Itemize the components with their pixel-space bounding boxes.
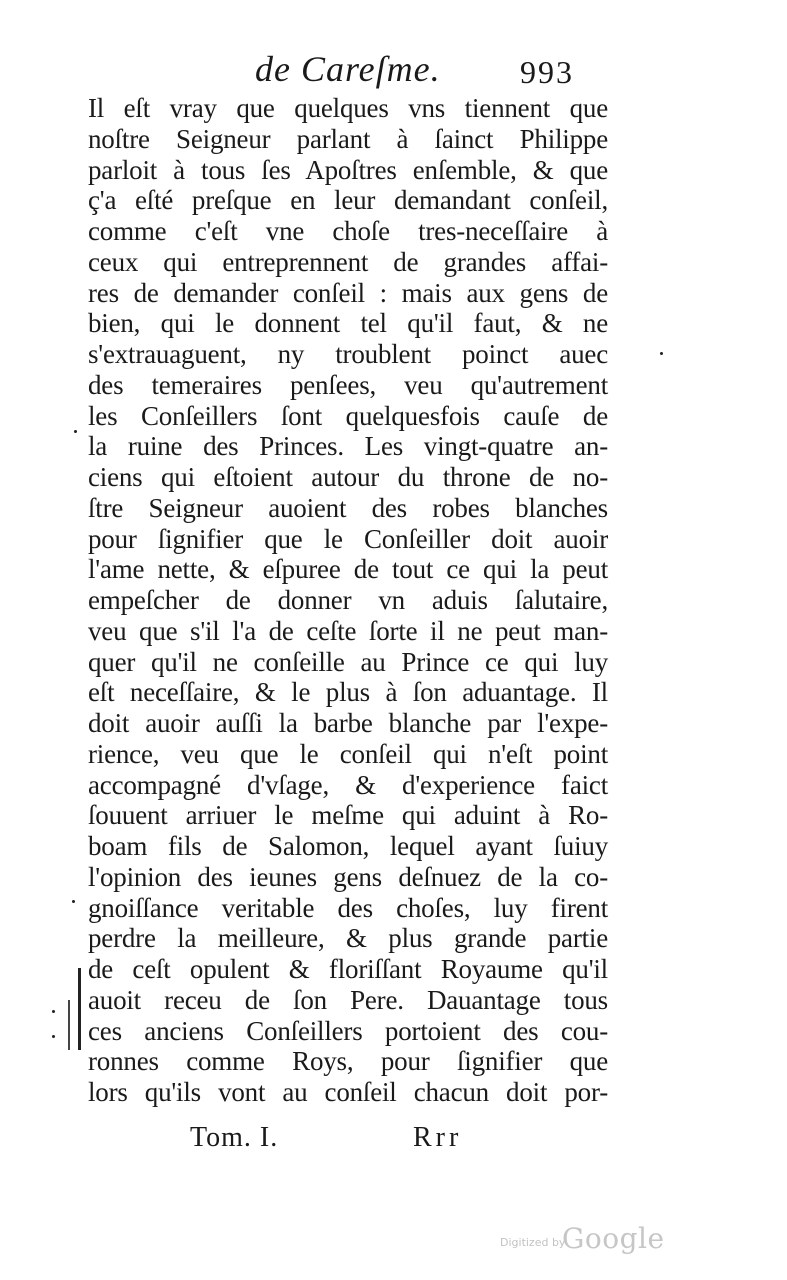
ink-speck: [52, 1035, 55, 1038]
text-line: parloit à tous ſes Apoſtres enſemble, & que: [88, 154, 608, 185]
text-line: auoit receu de ſon Pere. Dauantage tous: [88, 984, 608, 1015]
ink-speck: [660, 352, 663, 355]
text-line: noſtre Seigneur parlant à ſainct Philippe: [88, 123, 608, 154]
digitized-watermark: [500, 1222, 670, 1262]
ink-speck: [52, 1010, 55, 1013]
running-title: de Careſme.: [255, 49, 441, 89]
text-line: l'opinion des ieunes gens deſnuez de la co-: [88, 861, 608, 892]
margin-bracket-mark: [78, 968, 81, 1050]
text-line: ſtre Seigneur auoient des robes blanches: [88, 492, 608, 523]
text-line: ſouuent arriuer le meſme qui aduint à Ro-: [88, 800, 608, 831]
catchword: Rrr: [413, 1122, 463, 1153]
text-line: comme c'eſt vne choſe tres-neceſſaire à: [88, 216, 608, 246]
page-footer: [0, 1122, 787, 1162]
text-line: perdre la meilleure, & plus grande partie: [88, 923, 608, 954]
body-text: [88, 93, 608, 1108]
text-line: res de demander conſeil : mais aux gens de: [88, 277, 608, 308]
text-line: l'ame nette, & eſpuree de tout ce qui la peut: [88, 554, 608, 585]
google-logo: Google: [562, 1222, 665, 1255]
text-line: boam fils de Salomon, lequel ayant ſuiuy: [88, 831, 608, 861]
text-line: bien, qui le donnent tel qu'il faut, & ne: [88, 308, 608, 339]
text-line: des temeraires penſees, veu qu'autrement: [88, 369, 608, 400]
text-line: s'extrauaguent, ny troublent poinct auec: [88, 339, 608, 369]
text-line: Il eſt vray que quelques vns tiennent que: [88, 93, 608, 123]
text-line: les Conſeillers ſont quelquesfois cauſe de: [88, 400, 608, 431]
margin-bracket-mark: [68, 1000, 70, 1050]
text-line: accompagné d'vſage, & d'experience faict: [88, 769, 608, 800]
watermark-caption: Digitized by: [500, 1236, 566, 1249]
text-line: ç'a eſté preſque en leur demandant conſeil,: [88, 185, 608, 216]
text-line: eſt neceſſaire, & le plus à ſon aduantage. Il: [88, 677, 608, 708]
text-line: empeſcher de donner vn aduis ſalutaire,: [88, 585, 608, 615]
text-line: quer qu'il ne conſeille au Prince ce qui luy: [88, 646, 608, 677]
ink-speck: [74, 430, 77, 433]
text-line: ronnes comme Roys, pour ſignifier que: [88, 1046, 608, 1077]
ink-speck: [72, 900, 75, 903]
text-line: rience, veu que le conſeil qui n'eſt point: [88, 738, 608, 769]
page-number: 993: [520, 54, 574, 90]
signature-mark: Tom. I.: [190, 1122, 279, 1153]
text-line: ciens qui eſtoient autour du throne de no-: [88, 462, 608, 492]
text-line: doit auoir auſſi la barbe blanche par l'expe-: [88, 708, 608, 738]
text-line: ceux qui entreprennent de grandes affai-: [88, 246, 608, 277]
text-line: de ceſt opulent & floriſſant Royaume qu'il: [88, 954, 608, 984]
text-line: ces anciens Conſeillers portoient des cou-: [88, 1015, 608, 1046]
text-line: gnoiſſance veritable des choſes, luy firent: [88, 892, 608, 923]
running-head: [0, 48, 787, 94]
text-line: pour ſignifier que le Conſeiller doit auoir: [88, 523, 608, 554]
text-line: veu que s'il l'a de ceſte ſorte il ne peut man-: [88, 615, 608, 646]
text-line: lors qu'ils vont au conſeil chacun doit por-: [88, 1077, 608, 1107]
text-line: la ruine des Princes. Les vingt-quatre an-: [88, 431, 608, 462]
